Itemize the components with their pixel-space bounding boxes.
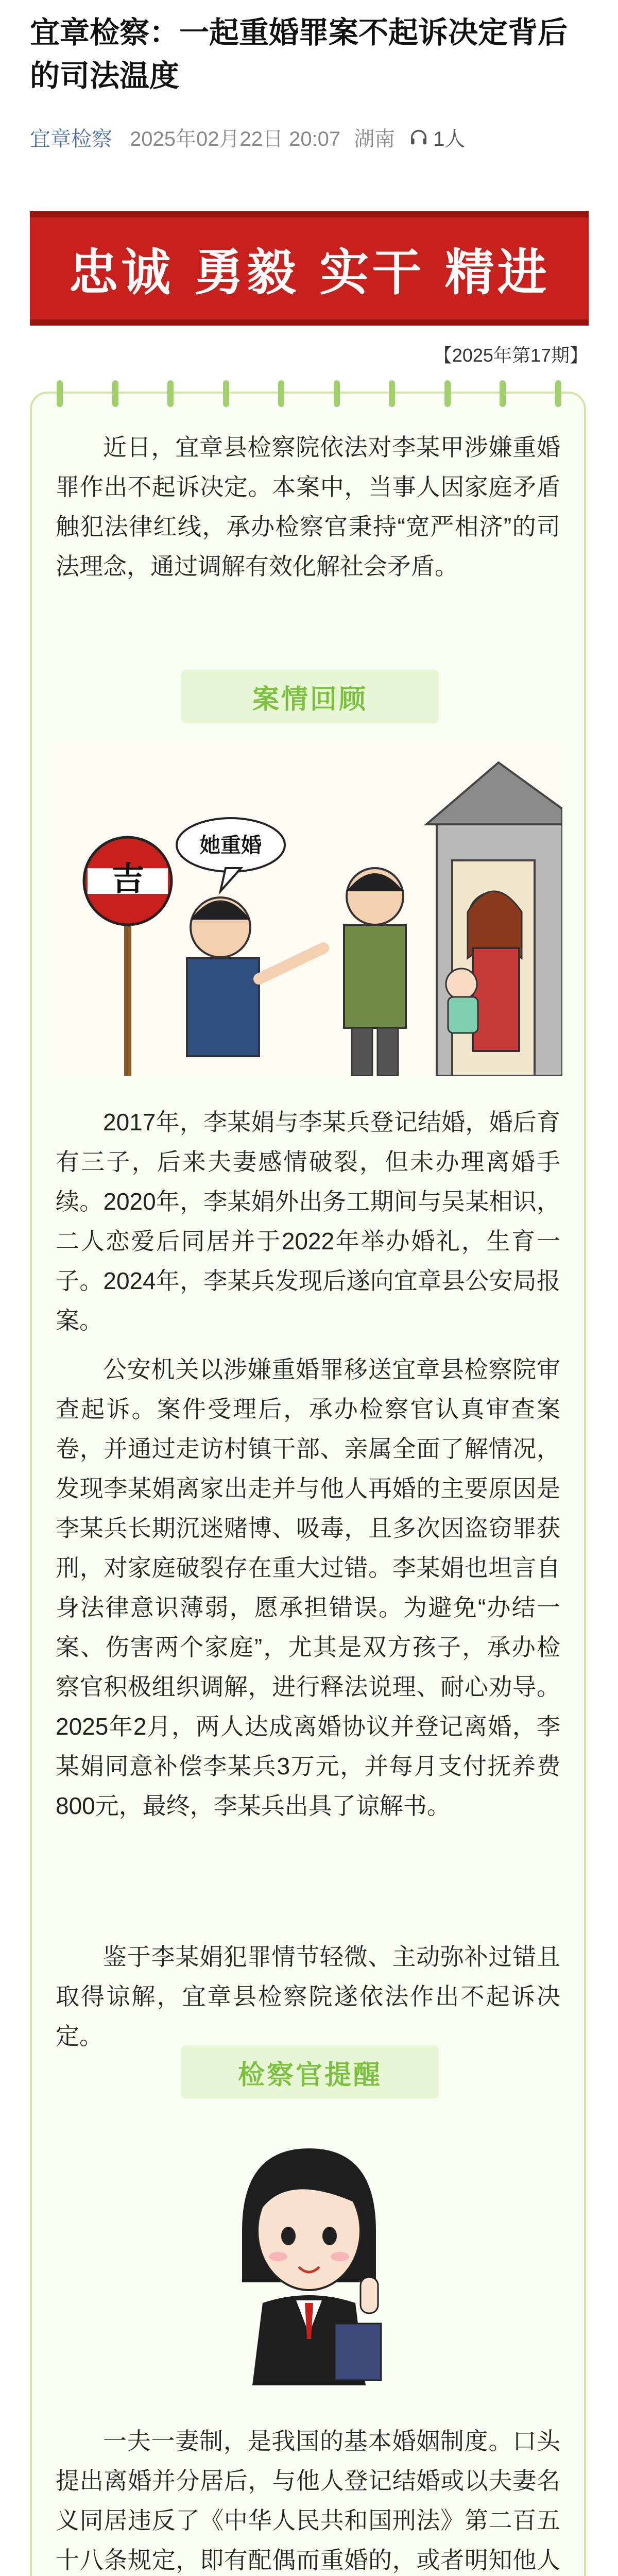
location: 湖南 — [354, 128, 396, 150]
reminder-paragraph: 一夫一妻制，是我国的基本婚姻制度。口头提出离婚并分居后，与他人登记结婚或以夫妻名义同居违反了《中华人民共和国刑法》第二百五十八条规定，即有配偶而重婚的，或者明知他人 — [56, 2428, 560, 2573]
case-paragraph-3: 鉴于李某娟犯罪情节轻微、主动弥补过错且取得谅解，宜章县检察院遂依法作出不起诉决定。 — [56, 1943, 560, 2049]
case-illustration — [56, 742, 562, 1076]
listen-button[interactable] — [408, 123, 478, 152]
banner-slogan: 忠诚 勇毅 实干 精进 — [68, 243, 550, 301]
prosecutor-illustration — [206, 2128, 412, 2385]
listener-count: 1人 — [433, 128, 466, 150]
issue-number: 【2025年第17期】 — [433, 345, 588, 366]
slogan-banner — [30, 211, 589, 326]
speech-bubble-text: 她重婚 — [200, 834, 262, 857]
section-case-review — [181, 670, 439, 723]
article-title: 宜章检察：一起重婚罪案不起诉决定背后的司法温度 — [30, 16, 568, 93]
intro-paragraph: 近日，宜章县检察院依法对李某甲涉嫌重婚罪作出不起诉决定。本案中，当事人因家庭矛盾触犯法律红线，承办检察官秉持“宽严相济”的司法理念，通过调解有效化解社会矛盾。 — [56, 434, 560, 580]
section-prosecutor-tip-title: 检察官提醒 — [237, 2060, 382, 2090]
section-prosecutor-tip — [181, 2045, 439, 2099]
sign-text: 吉 — [111, 860, 144, 899]
section-case-review-title: 案情回顾 — [252, 684, 368, 715]
headphone-icon — [408, 127, 429, 148]
case-paragraph-2: 公安机关以涉嫌重婚罪移送宜章县检察院审查起诉。案件受理后，承办检察官认真审查案卷，并通过走访村镇干部、亲属全面了解情况，发现李某娟离家出走并与他人再婚的主要原因是李某兵长期沉迷赌博、吸毒，且多次因盗窃罪获刑，对家庭破裂存在重大过错。李某娟也坦言自身法律意识薄弱，愿承担错误。为避免“办结一案、伤害两个家庭”，尤其是双方孩子，承办检察官积极组织调解，进行释法说理、耐心劝导。2025年2月，两人达成离婚协议并登记离婚，李某娟同意补偿李某兵3万元，并每月支付抚养费800元，最终，李某兵出具了谅解书。 — [56, 1356, 560, 1819]
publish-datetime: 2025年02月22日 20:07 — [130, 128, 341, 150]
article-meta — [30, 123, 492, 152]
notebook-rings — [57, 380, 561, 407]
case-paragraph-1: 2017年，李某娟与李某兵登记结婚，婚后育有三子，后来夫妻感情破裂，但未办理离婚手续。2020年，李某娟外出务工期间与吴某相识，二人恋爱后同居并于2022年举办婚礼，生育一子。2024年，李某兵发现后遂向宜章县公安局报案。 — [56, 1109, 560, 1334]
account-link[interactable]: 宜章检察 — [30, 128, 112, 150]
